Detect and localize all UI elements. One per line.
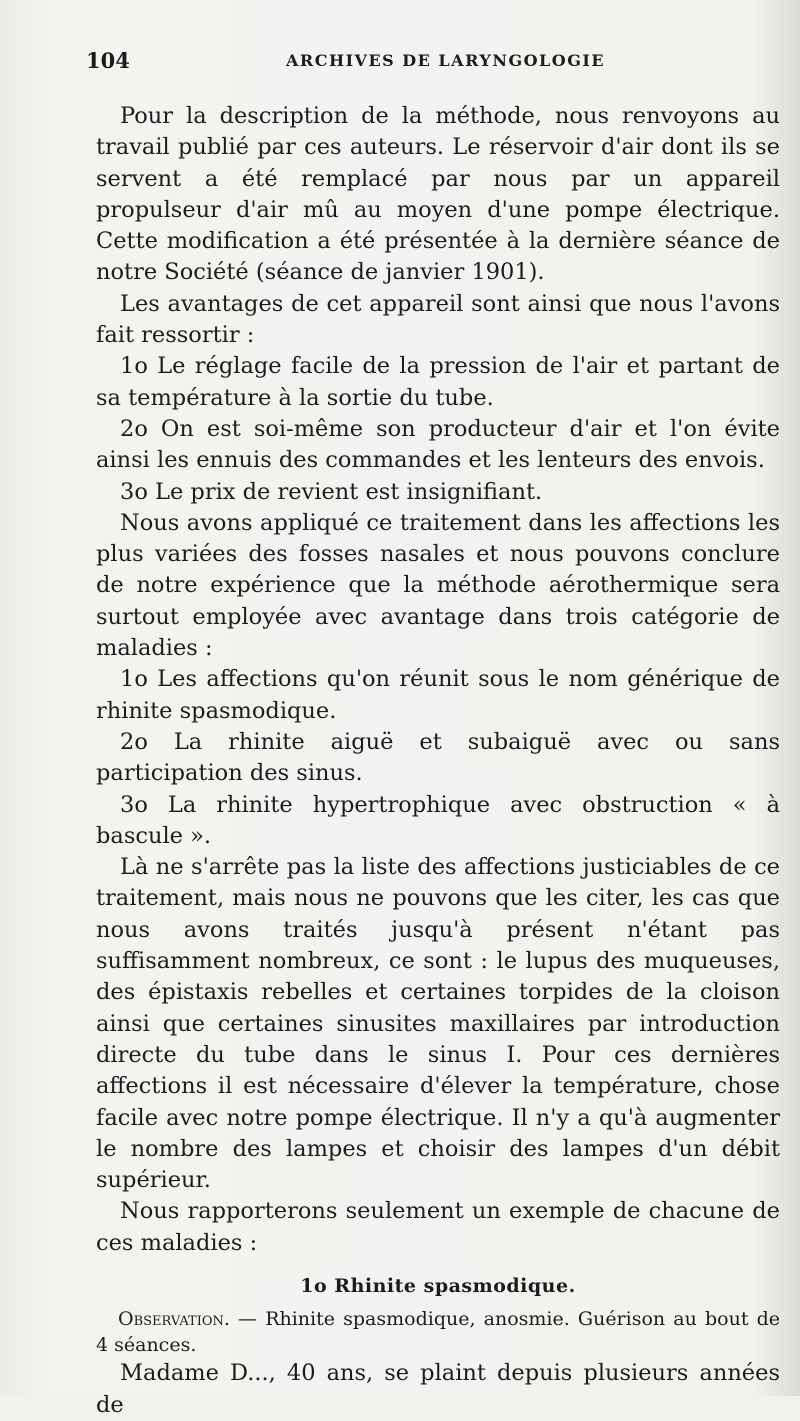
observation-paragraph [96,1306,780,1358]
paragraph: 2o On est soi-même son producteur d'air et l'on évite ainsi les ennuis des commandes et les lenteurs des envois. [96,415,780,474]
body-text [96,101,780,1421]
paragraph: 2o La rhinite aiguë et subaiguë avec ou sans participation des sinus. [96,728,780,787]
observation-text: — Rhinite spasmodique, anosmie. Guérison au bout de 4 séances. [96,1308,780,1357]
running-title: ARCHIVES DE LARYNGOLOGIE [286,51,606,70]
paragraph: Pour la description de la méthode, nous renvoyons au travail publié par ces auteurs. Le réservoir d'air dont ils se servent a été remplacé par nous par un appareil propulseur d'air mû au moyen d'une pompe électrique. Cette modification a été présentée à la dernière séance de notre Société (séance de janvier 1901). [96,103,780,286]
paragraph: 1o Les affections qu'on réunit sous le nom générique de rhinite spasmodique. [96,666,780,724]
paragraph: Madame D..., 40 ans, se plaint depuis plusieurs années de [96,1360,780,1418]
section-subheading: 1o Rhinite spasmodique. [300,1274,576,1297]
paragraph: Les avantages de cet appareil sont ainsi que nous l'avons fait ressortir : [96,290,780,349]
page-number: 104 [86,48,130,73]
paragraph: 3o La rhinite hypertrophique avec obstruction « à bascule ». [96,791,780,849]
paragraph: Nous rapporterons seulement un exemple de chacune de ces maladies : [96,1198,780,1256]
paragraph: 1o Le réglage facile de la pression de l'air et partant de sa température à la sortie du tube. [96,353,780,411]
observation-label: Observation. [118,1308,230,1331]
paragraph: Là ne s'arrête pas la liste des affections justiciables de ce traitement, mais nous ne pouvons que les citer, les cas que nous avons traités jusqu'à présent n'étant pas suffisamment nombreux, ce sont : le lupus des muqueuses, des épistaxis rebelles et certaines torpides de la cloison ainsi que certaines sinusites maxillaires par introduction directe du tube dans le sinus I. Pour ces dernières affections il est nécessaire d'élever la température, chose facile avec notre pompe électrique. Il n'y a qu'à augmenter le nombre des lampes et choisir des lampes d'un débit supérieur. [96,854,780,1194]
paragraph: 3o Le prix de revient est insignifiant. [120,478,543,505]
paragraph: Nous avons appliqué ce traitement dans les affections les plus variées des fosses nasales et nous pouvons conclure de notre expérience que la méthode aérothermique sera surtout employée avec avantage dans trois catégorie de maladies : [96,509,780,662]
page-header [86,48,786,78]
